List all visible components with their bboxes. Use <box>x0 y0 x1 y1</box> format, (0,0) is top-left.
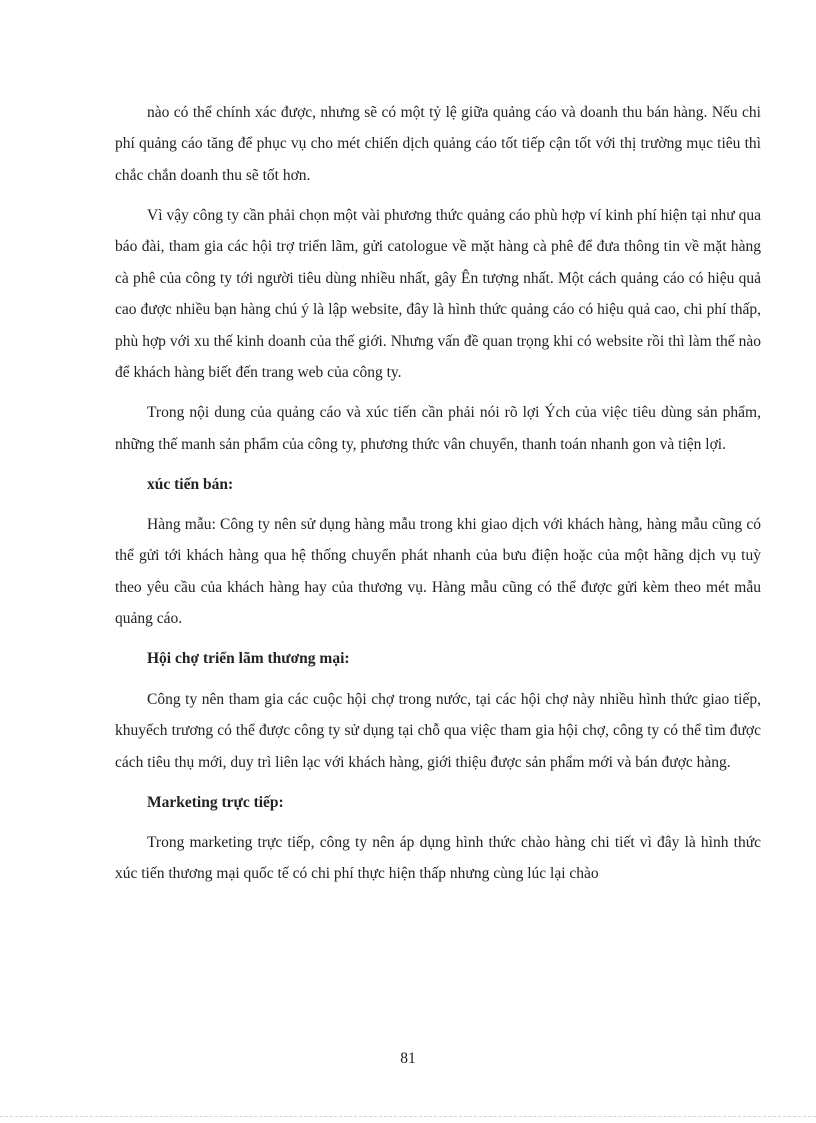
section-heading: xúc tiến bán: <box>147 475 234 493</box>
section-heading: Hội chợ triển lãm thương mại: <box>147 650 350 668</box>
page-number: 81 <box>400 1050 416 1067</box>
paragraph: Trong nội dung của quảng cáo và xúc tiến cần phải nói rõ lợi Ých của việc tiêu dùng sản phẩm, những thế manh sản phẩm của công ty, phương thức vân chuyển, thanh toán nhanh gon và tiện lợi. <box>115 404 761 453</box>
page-body <box>115 97 761 899</box>
paragraph: Hàng mẫu: Công ty nên sử dụng hàng mẫu trong khi giao dịch với khách hàng, hàng mẫu cũng có thể gửi tới khách hàng qua hệ thống chuyển phát nhanh của bưu điện hoặc của một hãng dịch vụ tuỳ theo yêu cầu của khách hàng hay của thương vụ. Hàng mẫu cũng có thể được gửi kèm theo mét mẫu quảng cáo. <box>115 516 761 628</box>
paragraph: nào có thể chính xác được, nhưng sẽ có một tỷ lệ giữa quảng cáo và doanh thu bán hàng. Nếu chi phí quảng cáo tăng để phục vụ cho mét chiến dịch quảng cáo tốt tiếp cận tốt với thị trường mục tiêu thì chắc chắn doanh thu sẽ tốt hơn. <box>115 104 761 184</box>
paragraph: Công ty nên tham gia các cuộc hội chợ trong nước, tại các hội chợ này nhiều hình thức giao tiếp, khuyếch trương có thể được công ty sử dụng tại chỗ qua việc tham gia hội chợ, công ty có thể tìm được cách tiêu thụ mới, duy trì liên lạc với khách hàng, giới thiệu được sản phẩm mới và bán được hàng. <box>115 690 761 771</box>
section-heading: Marketing trực tiếp: <box>147 793 284 811</box>
page-bottom-divider <box>0 1116 816 1117</box>
paragraph: Trong marketing trực tiếp, công ty nên áp dụng hình thức chào hàng chi tiết vì đây là hình thức xúc tiến thương mại quốc tế có chi phí thực hiện thấp nhưng cùng lúc lại chào <box>115 833 761 883</box>
paragraph: Vì vậy công ty cần phải chọn một vài phương thức quảng cáo phù hợp ví kinh phí hiện tại như qua báo đài, tham gia các hội trợ triển lãm, gửi catologue về mặt hàng cà phê để đưa thông tin về mặt hàng cà phê của công ty tới người tiêu dùng nhiều nhất, gây Ên tượng nhất. Một cách quảng cáo có hiệu quả cao được nhiều bạn hàng chú ý là lập website, đây là hình thức quảng cáo có hiệu quả cao, chi phí thấp, phù hợp với xu thế kinh doanh của thế giới. Nhưng vấn đề quan trọng khi có website rồi thì làm thế nào để khách hàng biết đến trang web của công ty. <box>115 207 761 382</box>
